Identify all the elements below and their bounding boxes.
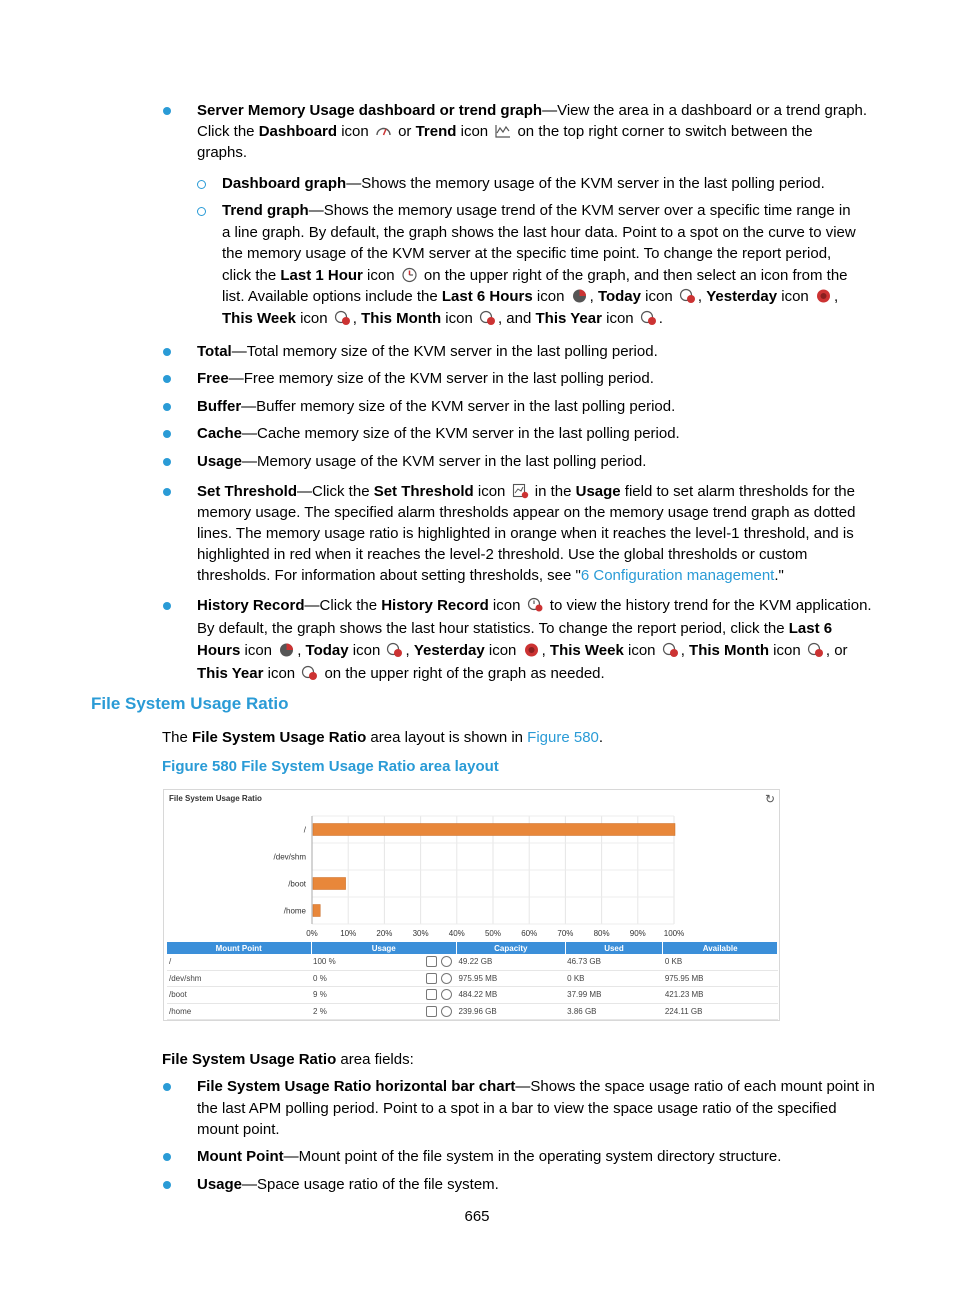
bar: [313, 878, 346, 890]
bullet: [163, 1153, 171, 1161]
set-threshold-icon[interactable]: [426, 973, 437, 984]
bullet: [163, 1083, 171, 1091]
this-year-icon: [640, 310, 657, 326]
set-threshold-icon[interactable]: [426, 956, 437, 967]
usage-bar-chart: [164, 790, 779, 940]
bullet-server-memory: Server Memory Usage dashboard or trend graph—View the area in a dashboard or a trend graph. Click the Dashboard icon or Trend icon on the top right corner to switch between the graphs.: [197, 102, 868, 161]
cell-available: 0 KB: [663, 954, 778, 970]
cell-mount-point: /: [167, 954, 311, 970]
sub-bullet: [197, 180, 206, 189]
config-management-link[interactable]: 6 Configuration management: [580, 567, 775, 584]
bullet-free: Free—Free memory size of the KVM server in the last polling period.: [197, 370, 654, 387]
bullet: [163, 107, 171, 115]
figure-caption: Figure 580 File System Usage Ratio area layout: [162, 758, 499, 775]
y-tick-label: /home: [283, 906, 306, 916]
cell-usage: 9 %: [311, 987, 456, 1004]
cell-available: 224.11 GB: [663, 1003, 778, 1020]
table-row[interactable]: [167, 954, 778, 970]
cell-usage: 2 %: [311, 1003, 456, 1020]
last-1-hour-icon: [401, 267, 418, 283]
bullet-total: Total—Total memory size of the KVM server in the last polling period.: [197, 343, 658, 360]
bullet: [163, 430, 171, 438]
bar: [313, 824, 675, 836]
this-week-icon: [334, 310, 351, 326]
bullet-set-threshold: Set Threshold—Click the Set Threshold icon in the Usage field to set alarm thresholds for the memory usage. The specified alarm thresholds appear on the memory usage trend graph as dotted lines. The memory usage ratio is highlighted in orange when it reaches the level-1 threshold, and is highlighted in red when it reaches the level-2 threshold. Use the global thresholds or custom thresholds. For information about setting thresholds, see "6 Configuration management.": [197, 483, 856, 584]
col-used[interactable]: Used: [565, 942, 663, 954]
x-tick-label: 40%: [448, 929, 465, 938]
sub-bullet: [197, 207, 206, 216]
today-icon: [679, 288, 696, 304]
bullet: [163, 375, 171, 383]
cell-used: 3.86 GB: [565, 1003, 663, 1020]
cell-used: 0 KB: [565, 970, 663, 987]
sub-trend-graph: Trend graph—Shows the memory usage trend of the KVM server over a specific time range in a line graph. By default, the graph shows the last hour data. Point to a spot on the curve to view the memory usage of the KVM server at the specific time point. To change the report period, click the Last 1 Hour icon on the upper right of the graph, and then select an icon from the list. Available options include the Last 6 Hours icon , Today icon , Yesterday icon , This Week icon , This Month icon , and This Year icon .: [222, 202, 856, 327]
cell-capacity: 484.22 MB: [456, 987, 565, 1004]
page-number: 665: [464, 1208, 490, 1225]
table-row[interactable]: [167, 970, 778, 987]
cell-used: 46.73 GB: [565, 954, 663, 970]
x-tick-label: 50%: [484, 929, 502, 938]
cell-mount-point: /home: [167, 1003, 311, 1020]
bullet: [163, 602, 171, 610]
x-tick-label: 70%: [557, 929, 574, 938]
table-row[interactable]: [167, 987, 778, 1004]
dashboard-icon: [375, 123, 392, 139]
yesterday-icon: [815, 288, 832, 304]
last-6-hours-icon: [278, 642, 295, 658]
bullet: [163, 458, 171, 466]
sub-dashboard-graph: Dashboard graph—Shows the memory usage of the KVM server in the last polling period.: [222, 175, 825, 192]
bar: [313, 905, 320, 917]
fields-intro: File System Usage Ratio area fields:: [162, 1051, 414, 1068]
set-threshold-icon[interactable]: [426, 989, 437, 1000]
x-tick-label: 100%: [663, 929, 685, 938]
bullet: [163, 403, 171, 411]
field-usage: Usage—Space usage ratio of the file system.: [197, 1176, 499, 1193]
trend-icon: [494, 123, 511, 139]
x-tick-label: 90%: [629, 929, 646, 938]
history-record-icon[interactable]: [441, 956, 452, 967]
table-row[interactable]: [167, 1003, 778, 1020]
bullet-buffer: Buffer—Buffer memory size of the KVM server in the last polling period.: [197, 398, 676, 415]
x-tick-label: 0%: [306, 929, 318, 938]
section-heading: File System Usage Ratio: [91, 694, 289, 713]
history-record-icon[interactable]: [441, 973, 452, 984]
bullet: [163, 348, 171, 356]
cell-usage: 0 %: [311, 970, 456, 987]
x-tick-label: 20%: [376, 929, 393, 938]
cell-available: 421.23 MB: [663, 987, 778, 1004]
this-week-icon: [662, 642, 679, 658]
cell-used: 37.99 MB: [565, 987, 663, 1004]
set-threshold-icon: [512, 483, 529, 499]
history-record-icon[interactable]: [441, 1006, 452, 1017]
col-mount-point[interactable]: Mount Point: [167, 942, 311, 954]
set-threshold-icon[interactable]: [426, 1006, 437, 1017]
x-tick-label: 60%: [521, 929, 538, 938]
cell-capacity: 975.95 MB: [456, 970, 565, 987]
history-record-icon: [527, 597, 544, 613]
bullet-cache: Cache—Cache memory size of the KVM server in the last polling period.: [197, 425, 680, 442]
this-month-icon: [807, 642, 824, 658]
today-icon: [386, 642, 403, 658]
term: Server Memory Usage dashboard or trend graph: [197, 102, 543, 119]
figure-link[interactable]: Figure 580: [527, 729, 599, 746]
x-tick-label: 30%: [412, 929, 429, 938]
intro-paragraph: The File System Usage Ratio area layout is shown in Figure 580.: [162, 729, 604, 746]
usage-table: [167, 942, 778, 1020]
cell-mount-point: /dev/shm: [167, 970, 311, 987]
file-system-usage-panel: [163, 789, 780, 1021]
field-mount-point: Mount Point—Mount point of the file system in the operating system directory structure.: [197, 1148, 782, 1165]
cell-available: 975.95 MB: [663, 970, 778, 987]
cell-mount-point: /boot: [167, 987, 311, 1004]
bullet-history-record: History Record—Click the History Record icon to view the history trend for the KVM application. By default, the graph shows the last hour statistics. To change the report period, click the Last 6 Hours icon , Today icon , Yesterday icon , This Week icon , This Month icon , or This Year icon on the upper right of the graph as needed.: [197, 597, 872, 682]
this-year-icon: [301, 665, 318, 681]
bullet: [163, 488, 171, 496]
y-tick-label: /boot: [288, 879, 306, 889]
col-capacity[interactable]: Capacity: [456, 942, 565, 954]
col-available[interactable]: Available: [663, 942, 778, 954]
panel-title: File System Usage Ratio: [169, 794, 262, 803]
bullet: [163, 1181, 171, 1189]
cell-usage: 100 %: [311, 954, 456, 970]
last-6-hours-icon: [571, 288, 588, 304]
table-header-row: [167, 942, 778, 954]
this-month-icon: [479, 310, 496, 326]
refresh-icon[interactable]: ↻: [764, 792, 775, 806]
col-usage[interactable]: Usage: [311, 942, 456, 954]
cell-capacity: 239.96 GB: [456, 1003, 565, 1020]
bullet-usage: Usage—Memory usage of the KVM server in the last polling period.: [197, 453, 647, 470]
y-tick-label: /dev/shm: [273, 852, 306, 862]
history-record-icon[interactable]: [441, 989, 452, 1000]
field-bar-chart: File System Usage Ratio horizontal bar chart—Shows the space usage ratio of each mount point in the last APM polling period. Point to a spot in a bar to view the space usage ratio of the specified mount point.: [197, 1078, 875, 1138]
x-tick-label: 10%: [340, 929, 357, 938]
x-tick-label: 80%: [593, 929, 610, 938]
y-tick-label: /: [303, 825, 306, 835]
cell-capacity: 49.22 GB: [456, 954, 565, 970]
yesterday-icon: [523, 642, 540, 658]
